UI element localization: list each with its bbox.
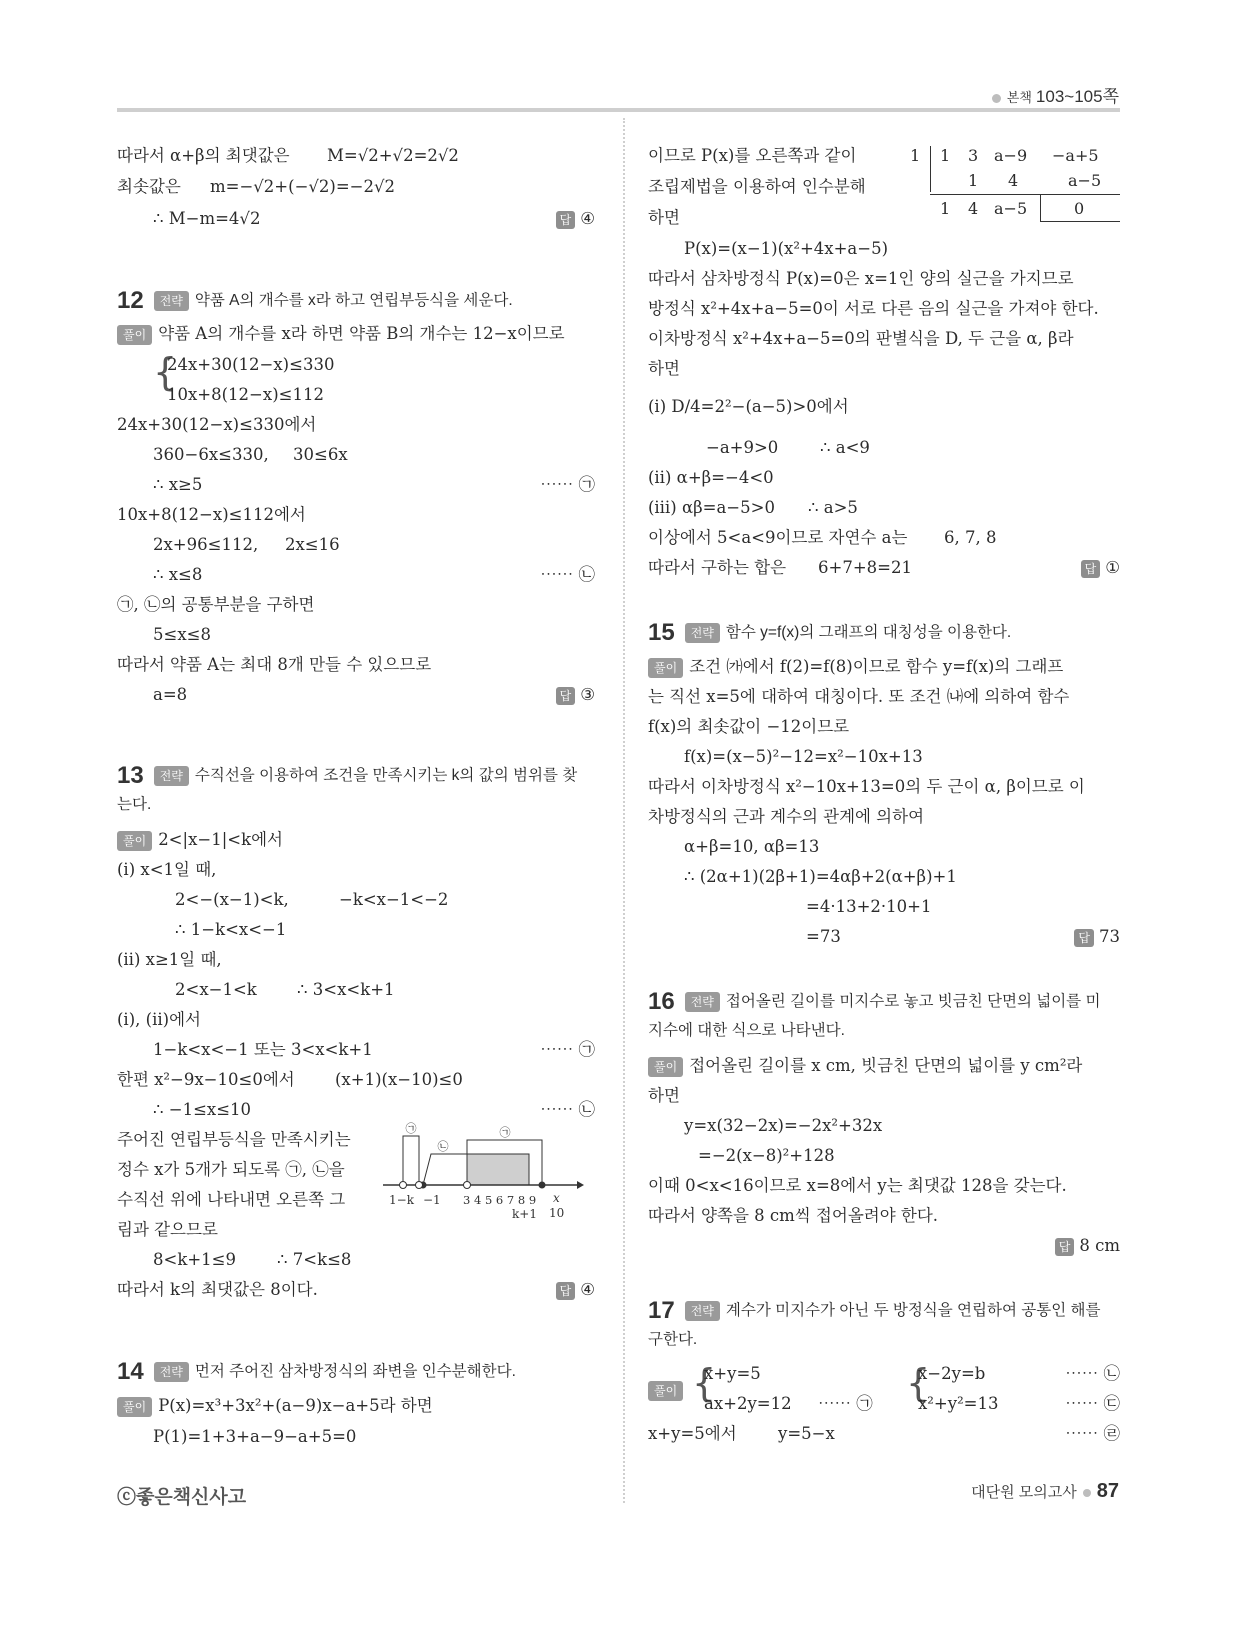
p14-answer: ① <box>1105 558 1120 577</box>
p12-heading: 12 전략 약품 A의 개수를 x라 하고 연립부등식을 세운다. <box>117 286 513 314</box>
synth-r2-c3: 4 <box>1008 171 1019 190</box>
solution-badge: 풀이 <box>648 658 683 678</box>
p13-heading: 13 전략 수직선을 이용하여 조건을 만족시키는 k의 값의 범위를 찾 <box>117 761 578 789</box>
synth-r1-c4: −a+5 <box>1052 146 1099 165</box>
p12-line-5: ∴ x≥5 ⋯⋯ ㉠ <box>153 475 595 494</box>
label-k-plus-1: k+1 <box>512 1207 537 1221</box>
page-number: 87 <box>1096 1480 1119 1502</box>
p14-cont-1: 이므로 P(x)를 오른쪽과 같이 <box>648 146 857 165</box>
p14-case-1a: −a+9>0 ∴ a<9 <box>706 438 870 457</box>
synth-r3-c3: a−5 <box>994 199 1028 218</box>
p13-case-3: (ⅰ), (ⅱ)에서 <box>117 1010 201 1029</box>
p17-eq-1: x+y=5 <box>704 1364 761 1383</box>
synth-r2-c4: a−5 <box>1068 171 1102 190</box>
synth-remainder: 0 <box>1074 199 1085 218</box>
p12-line-4: 360−6x≤330, 30≤6x <box>153 445 348 464</box>
label-1-minus-k: 1−k <box>389 1193 414 1207</box>
answer-badge: 답 <box>1074 929 1094 947</box>
p15-solution-1: 풀이 조건 ㈎에서 f(2)=f(8)이므로 함수 y=f(x)의 그래프 <box>648 651 1120 682</box>
p15-solution-4: f(x)=(x−5)²−12=x²−10x+13 <box>684 747 923 766</box>
answer-badge: 답 <box>1055 1238 1075 1256</box>
strategy-badge: 전략 <box>154 291 189 311</box>
p14-cont-3: 하면 <box>648 208 680 227</box>
problem-number: 15 <box>648 618 675 646</box>
p13-case-1: (ⅰ) x<1일 때, <box>117 860 217 879</box>
p15-solution-2: 는 직선 x=5에 대하여 대칭이다. 또 조건 ㈏에 의하여 함수 <box>648 687 1070 706</box>
p14-case-5: 따라서 구하는 합은 6+7+8=21 답 ① <box>648 558 1120 577</box>
p14-cont-6: 방정식 x²+4x+a−5=0이 서로 다른 음의 실근을 가져야 한다. <box>648 299 1099 318</box>
p15-solution-3: f(x)의 최솟값이 −12이므로 <box>648 717 850 736</box>
system-brace-1: { <box>692 1361 717 1405</box>
p14-case-4: 이상에서 5<a<9이므로 자연수 a는 6, 7, 8 <box>648 528 997 547</box>
header-rule <box>117 108 1120 112</box>
p16-heading: 16 전략 접어올린 길이를 미지수로 놓고 빗금친 단면의 넓이를 미 <box>648 987 1101 1015</box>
tick-labels: 3 4 5 6 7 8 9 <box>463 1193 537 1207</box>
publisher-logo: ⓒ좋은책신사고 <box>117 1487 247 1508</box>
p15-solution-8: ∴ (2α+1)(2β+1)=4αβ+2(α+β)+1 <box>684 867 957 886</box>
p12-line-7: 2x+96≤112, 2x≤16 <box>153 535 340 554</box>
p13-case-2a: 2<x−1<k ∴ 3<x<k+1 <box>175 980 395 999</box>
solution-badge: 풀이 <box>648 1057 683 1077</box>
p14-case-1: (ⅰ) D/4=2²−(a−5)>0에서 <box>648 397 849 416</box>
synth-r3-c2: 4 <box>968 199 979 218</box>
p17-eq-3: x−2y=b ⋯⋯ ㉡ <box>918 1364 1120 1383</box>
axis-arrow-icon <box>577 1181 584 1189</box>
open-point-1 <box>400 1182 407 1189</box>
system-brace-2: { <box>906 1361 931 1405</box>
p12-answer: ③ <box>580 685 595 704</box>
synth-horizontal-rule <box>930 194 1120 195</box>
problem-number: 16 <box>648 987 675 1015</box>
label-10: 10 <box>549 1206 565 1220</box>
p17-solution-2: x+y=5에서 y=5−x ⋯⋯ ㉣ <box>648 1424 1120 1443</box>
page-footer <box>971 1480 1119 1503</box>
p13-heading-cont: 는다. <box>117 796 152 813</box>
page-reference <box>992 82 1119 107</box>
p14-heading: 14 전략 먼저 주어진 삼차방정식의 좌변을 인수분해한다. <box>117 1357 516 1385</box>
p16-solution-3: y=x(32−2x)=−2x²+32x <box>684 1116 883 1135</box>
p12-line-9: ㉠, ㉡의 공통부분을 구하면 <box>117 595 315 614</box>
p13-quad-2: ∴ −1≤x≤10 ⋯⋯ ㉡ <box>153 1100 595 1119</box>
p13-case-1a: 2<−(x−1)<k, −k<x−1<−2 <box>175 890 449 909</box>
p11-line-1: 따라서 α+β의 최댓값은 M=√2+√2=2√2 <box>117 146 459 165</box>
p12-line-11: 따라서 약품 A는 최대 8개 만들 수 있으므로 <box>117 655 432 674</box>
p14-case-3: (ⅲ) αβ=a−5>0 ∴ a>5 <box>648 498 858 517</box>
closed-point-2 <box>539 1182 546 1189</box>
p13-case-3a: 1−k<x<−1 또는 3<x<k+1 ⋯⋯ ㉠ <box>153 1040 595 1059</box>
p16-answer: 8 cm <box>1079 1236 1120 1255</box>
p12-line-10: 5≤x≤8 <box>153 625 211 644</box>
p12-line-3: 24x+30(12−x)≤330에서 <box>117 415 317 434</box>
p13-text-1: 주어진 연립부등식을 만족시키는 <box>117 1130 351 1149</box>
region-1-bracket <box>403 1136 419 1185</box>
p14-solution-1: 풀이 P(x)=x³+3x²+(a−9)x−a+5라 하면 <box>117 1390 595 1421</box>
solution-badge: 풀이 <box>117 325 152 345</box>
graph-mark-1: ㉠ <box>405 1122 417 1135</box>
p14-solution-2: P(1)=1+3+a−9−a+5=0 <box>153 1427 357 1446</box>
p14-cont-7: 이차방정식 x²+4x+a−5=0의 판별식을 D, 두 근을 α, β라 <box>648 329 1074 348</box>
p13-case-2: (ⅱ) x≥1일 때, <box>117 950 222 969</box>
column-divider <box>623 118 625 1503</box>
synthetic-division <box>910 142 1120 222</box>
p16-solution-2: 하면 <box>648 1086 680 1105</box>
synth-r1-c2: 3 <box>968 146 979 165</box>
p17-eq-2: ax+2y=12 ⋯⋯ ㉠ <box>704 1394 873 1413</box>
p13-result-1: 8<k+1≤9 ∴ 7<k≤8 <box>153 1250 352 1269</box>
p13-solution-1: 풀이 2<|x−1|<k에서 <box>117 824 595 855</box>
p14-cont-2: 조립제법을 이용하여 인수분해 <box>648 177 866 196</box>
p15-solution-5: 따라서 이차방정식 x²−10x+13=0의 두 근이 α, β이므로 이 <box>648 777 1085 796</box>
synth-r1-c3: a−9 <box>994 146 1028 165</box>
p16-solution-5: 이때 0<x<16이므로 x=8에서 y는 최댓값 128을 갖는다. <box>648 1176 1067 1195</box>
synth-remainder-rule-h <box>1040 221 1120 222</box>
problem-number: 17 <box>648 1296 675 1324</box>
p14-cont-5: 따라서 삼차방정식 P(x)=0은 x=1인 양의 실근을 가지므로 <box>648 269 1074 288</box>
p15-solution-9: =4·13+2·10+1 <box>806 897 932 916</box>
p17-heading-cont: 구한다. <box>648 1331 698 1348</box>
section-name: 대단원 모의고사 <box>971 1484 1077 1501</box>
p11-line-2: 최솟값은 m=−√2+(−√2)=−2√2 <box>117 177 396 196</box>
p13-text-3: 수직선 위에 나타내면 오른쪽 그 <box>117 1190 346 1209</box>
p14-cont-4: P(x)=(x−1)(x²+4x+a−5) <box>684 239 889 258</box>
strategy-badge: 전략 <box>685 1301 720 1321</box>
strategy-badge: 전략 <box>154 766 189 786</box>
answer-badge: 답 <box>556 687 576 705</box>
answer-badge: 답 <box>1081 560 1101 578</box>
p12-system-1: 24x+30(12−x)≤330 <box>167 355 335 374</box>
axis-label-x: x <box>553 1191 560 1205</box>
synth-root: 1 <box>910 146 921 165</box>
p13-quad-1: 한편 x²−9x−10≤0에서 (x+1)(x−10)≤0 <box>117 1070 463 1089</box>
p14-cont-8: 하면 <box>648 359 680 378</box>
p15-answer: 73 <box>1099 927 1120 946</box>
p15-solution-6: 차방정식의 근과 계수의 관계에 의하여 <box>648 807 925 826</box>
bullet-dot-icon <box>1083 1489 1091 1497</box>
page-range: 103~105쪽 <box>1035 87 1119 106</box>
synth-r2-c2: 1 <box>968 171 979 190</box>
answer-badge: 답 <box>556 1282 576 1300</box>
p13-answer: ④ <box>580 1280 595 1299</box>
label-minus-1: −1 <box>423 1193 441 1207</box>
p12-line-6: 10x+8(12−x)≤112에서 <box>117 505 306 524</box>
solution-badge: 풀이 <box>117 1397 152 1417</box>
synth-remainder-rule-v <box>1040 195 1041 221</box>
solution-badge: 풀이 <box>117 831 152 851</box>
p12-line-12: a=8 답 ③ <box>153 685 595 704</box>
p16-solution-4: =−2(x−8)²+128 <box>698 1146 835 1165</box>
problem-number: 12 <box>117 286 144 314</box>
graph-mark-3: ㉠ <box>499 1126 511 1139</box>
system-brace: { <box>153 350 178 394</box>
number-line-graph <box>375 1116 585 1221</box>
strategy-badge: 전략 <box>154 1362 189 1382</box>
p17-eq-4: x²+y²=13 ⋯⋯ ㉢ <box>918 1394 1120 1413</box>
synth-vertical-rule <box>930 146 931 192</box>
strategy-badge: 전략 <box>685 992 720 1012</box>
open-point-3 <box>464 1182 471 1189</box>
shaded-region <box>467 1154 529 1185</box>
p15-heading: 15 전략 함수 y=f(x)의 그래프의 대칭성을 이용한다. <box>648 618 1012 646</box>
p12-system-2: 10x+8(12−x)≤112 <box>167 385 324 404</box>
p13-text-2: 정수 x가 5개가 되도록 ㉠, ㉡을 <box>117 1160 345 1179</box>
p12-line-8: ∴ x≤8 ⋯⋯ ㉡ <box>153 565 595 584</box>
synth-r1-c1: 1 <box>940 146 951 165</box>
p16-solution-6: 따라서 양쪽을 8 cm씩 접어올려야 한다. <box>648 1206 938 1225</box>
bullet-dot-icon <box>992 94 1001 103</box>
p15-solution-10: =73 답 73 <box>806 927 1120 946</box>
p17-heading: 17 전략 계수가 미지수가 아닌 두 방정식을 연립하여 공통인 해를 <box>648 1296 1101 1324</box>
p16-answer-line <box>648 1230 1120 1261</box>
p15-solution-7: α+β=10, αβ=13 <box>684 837 820 856</box>
solution-badge: 풀이 <box>648 1381 683 1401</box>
synth-r3-c1: 1 <box>940 199 951 218</box>
graph-mark-2: ㉡ <box>437 1140 449 1153</box>
book-label: 본책 <box>1006 90 1032 105</box>
problem-number: 14 <box>117 1357 144 1385</box>
p13-case-1c: ∴ 1−k<x<−1 <box>175 920 287 939</box>
p11-line-3: ∴ M−m=4√2 답 ④ <box>153 209 595 228</box>
open-point-2 <box>416 1182 423 1189</box>
problem-number: 13 <box>117 761 144 789</box>
p12-solution-1: 풀이 약품 A의 개수를 x라 하면 약품 B의 개수는 12−x이므로 <box>117 318 595 349</box>
answer-badge: 답 <box>556 211 576 229</box>
p16-solution-1: 풀이 접어올린 길이를 x cm, 빗금친 단면의 넓이를 y cm²라 <box>648 1050 1120 1081</box>
p11-answer: ④ <box>580 209 595 228</box>
strategy-badge: 전략 <box>685 623 720 643</box>
p13-result-2: 따라서 k의 최댓값은 8이다. 답 ④ <box>117 1280 595 1299</box>
p16-heading-cont: 지수에 대한 식으로 나타낸다. <box>648 1022 845 1039</box>
p13-text-4: 림과 같으므로 <box>117 1220 218 1239</box>
p14-case-2: (ⅱ) α+β=−4<0 <box>648 468 774 487</box>
